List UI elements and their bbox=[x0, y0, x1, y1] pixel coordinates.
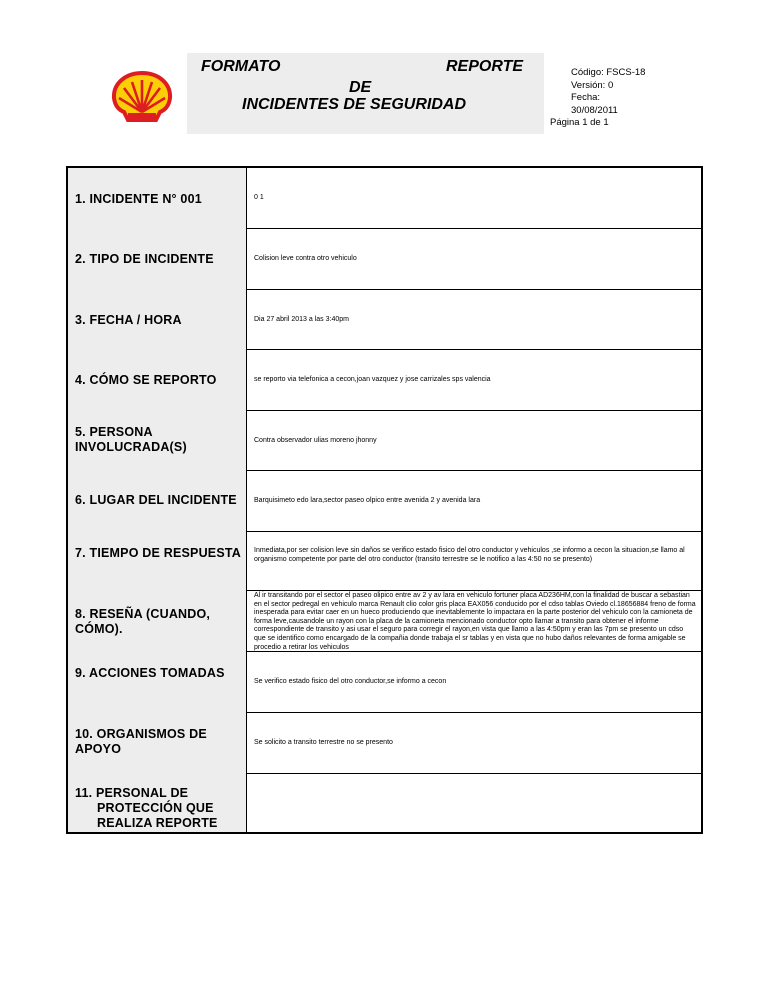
fecha-label: Fecha: bbox=[571, 92, 601, 103]
title-de: DE bbox=[349, 79, 372, 96]
row-value: Se solicito a transito terrestre no se presento bbox=[254, 739, 393, 746]
row-label: 8. RESEÑA (CUANDO, CÓMO). bbox=[75, 607, 211, 636]
row-label: 3. FECHA / HORA bbox=[75, 313, 182, 327]
row-label: 7. TIEMPO DE RESPUESTA bbox=[75, 546, 242, 560]
row-value: 0 1 bbox=[254, 194, 264, 201]
row-value: Barquisimeto edo lara,sector paseo olpico entre avenida 2 y avenida lara bbox=[254, 497, 481, 504]
row-value: Inmediata,por ser colision leve sin daños se verifico estado fisico del otro conductor y vehiculos ,se informo a cecon la situacion,se llamo al organismo competente por parte del otro conductor (transito terrestre se le notifico a las 4:50 no se presento) bbox=[254, 547, 685, 563]
shell-logo-icon bbox=[110, 70, 174, 126]
row-label: 5. PERSONA INVOLUCRADA(S) bbox=[75, 425, 187, 454]
pagina: Página 1 de 1 bbox=[550, 117, 609, 128]
row-value: se reporto via telefonica a cecon,joan vazquez y jose carrizales sps valencia bbox=[254, 376, 491, 383]
form-row-tipo bbox=[68, 228, 701, 289]
row-value: Dia 27 abril 2013 a las 3:40pm bbox=[254, 316, 349, 323]
form-row-personal bbox=[68, 773, 701, 832]
form-row-como bbox=[68, 349, 701, 410]
title-reporte: REPORTE bbox=[446, 58, 524, 75]
row-label: 10. ORGANISMOS DE APOYO bbox=[75, 727, 207, 756]
row-label: 1. INCIDENTE N° 001 bbox=[75, 192, 202, 206]
codigo: Código: FSCS-18 bbox=[571, 67, 646, 78]
form-row-resena bbox=[68, 590, 701, 651]
fecha: 30/08/2011 bbox=[571, 104, 618, 116]
document-title bbox=[187, 53, 544, 134]
form-row-acciones bbox=[68, 651, 701, 712]
form-row-persona bbox=[68, 410, 701, 470]
form-row-fecha bbox=[68, 289, 701, 349]
row-label: 9. ACCIONES TOMADAS bbox=[75, 666, 225, 680]
title-incidentes: INCIDENTES DE SEGURIDAD bbox=[242, 96, 467, 113]
row-value: Se verifico estado fisico del otro conductor,se informo a cecon bbox=[254, 678, 447, 685]
form-row-lugar bbox=[68, 470, 701, 531]
incident-report-table bbox=[66, 166, 703, 834]
row-label: 6. LUGAR DEL INCIDENTE bbox=[75, 493, 237, 507]
title-formato: FORMATO bbox=[201, 58, 281, 75]
row-value: Al ir transitando por el sector el paseo olipico entre av 2 y av lara en vehiculo fortuner placa AD236HM,con la finalidad de buscar a sebastian en el sector pedregal en vehiculo marca Renault clio color gris placa EAX056 conducido por el cdso tablas Oviedo cl.18656884 freno de forma inesperada para evitar caer en un hueco produciendo que inevitablemente lo impactara en la parte posterior del vehiculo con la camioneta de forma leve,causandole un rayon con la placa de la camioneta mencionado conductor opto llamar a transito para obtener el informe correspondiente de transito y asi usar el seguro para corregir el rayon,en vista que llamo a las 4:50pm y eran las 7pm se presento un cdso que se identifico como encargado de la compañia donde trabaja el sr tablas y en vista que no hubo daños relevantes de forma amigable se procedio a retirar los vehiculos bbox=[254, 592, 696, 651]
row-value: Contra observador ulias moreno jhonny bbox=[254, 437, 377, 444]
form-row-organismos bbox=[68, 712, 701, 773]
version: Versión: 0 bbox=[571, 79, 614, 91]
row-label: 2. TIPO DE INCIDENTE bbox=[75, 252, 214, 266]
form-row-incidente bbox=[68, 168, 701, 228]
row-label: 11. PERSONAL DE PROTECCIÓN QUE REALIZA REPORTE bbox=[75, 786, 218, 830]
row-value: Colision leve contra otro vehiculo bbox=[254, 255, 357, 262]
document-metadata bbox=[550, 67, 645, 130]
row-label: 4. CÓMO SE REPORTO bbox=[75, 373, 217, 387]
form-row-tiempo bbox=[68, 531, 701, 590]
